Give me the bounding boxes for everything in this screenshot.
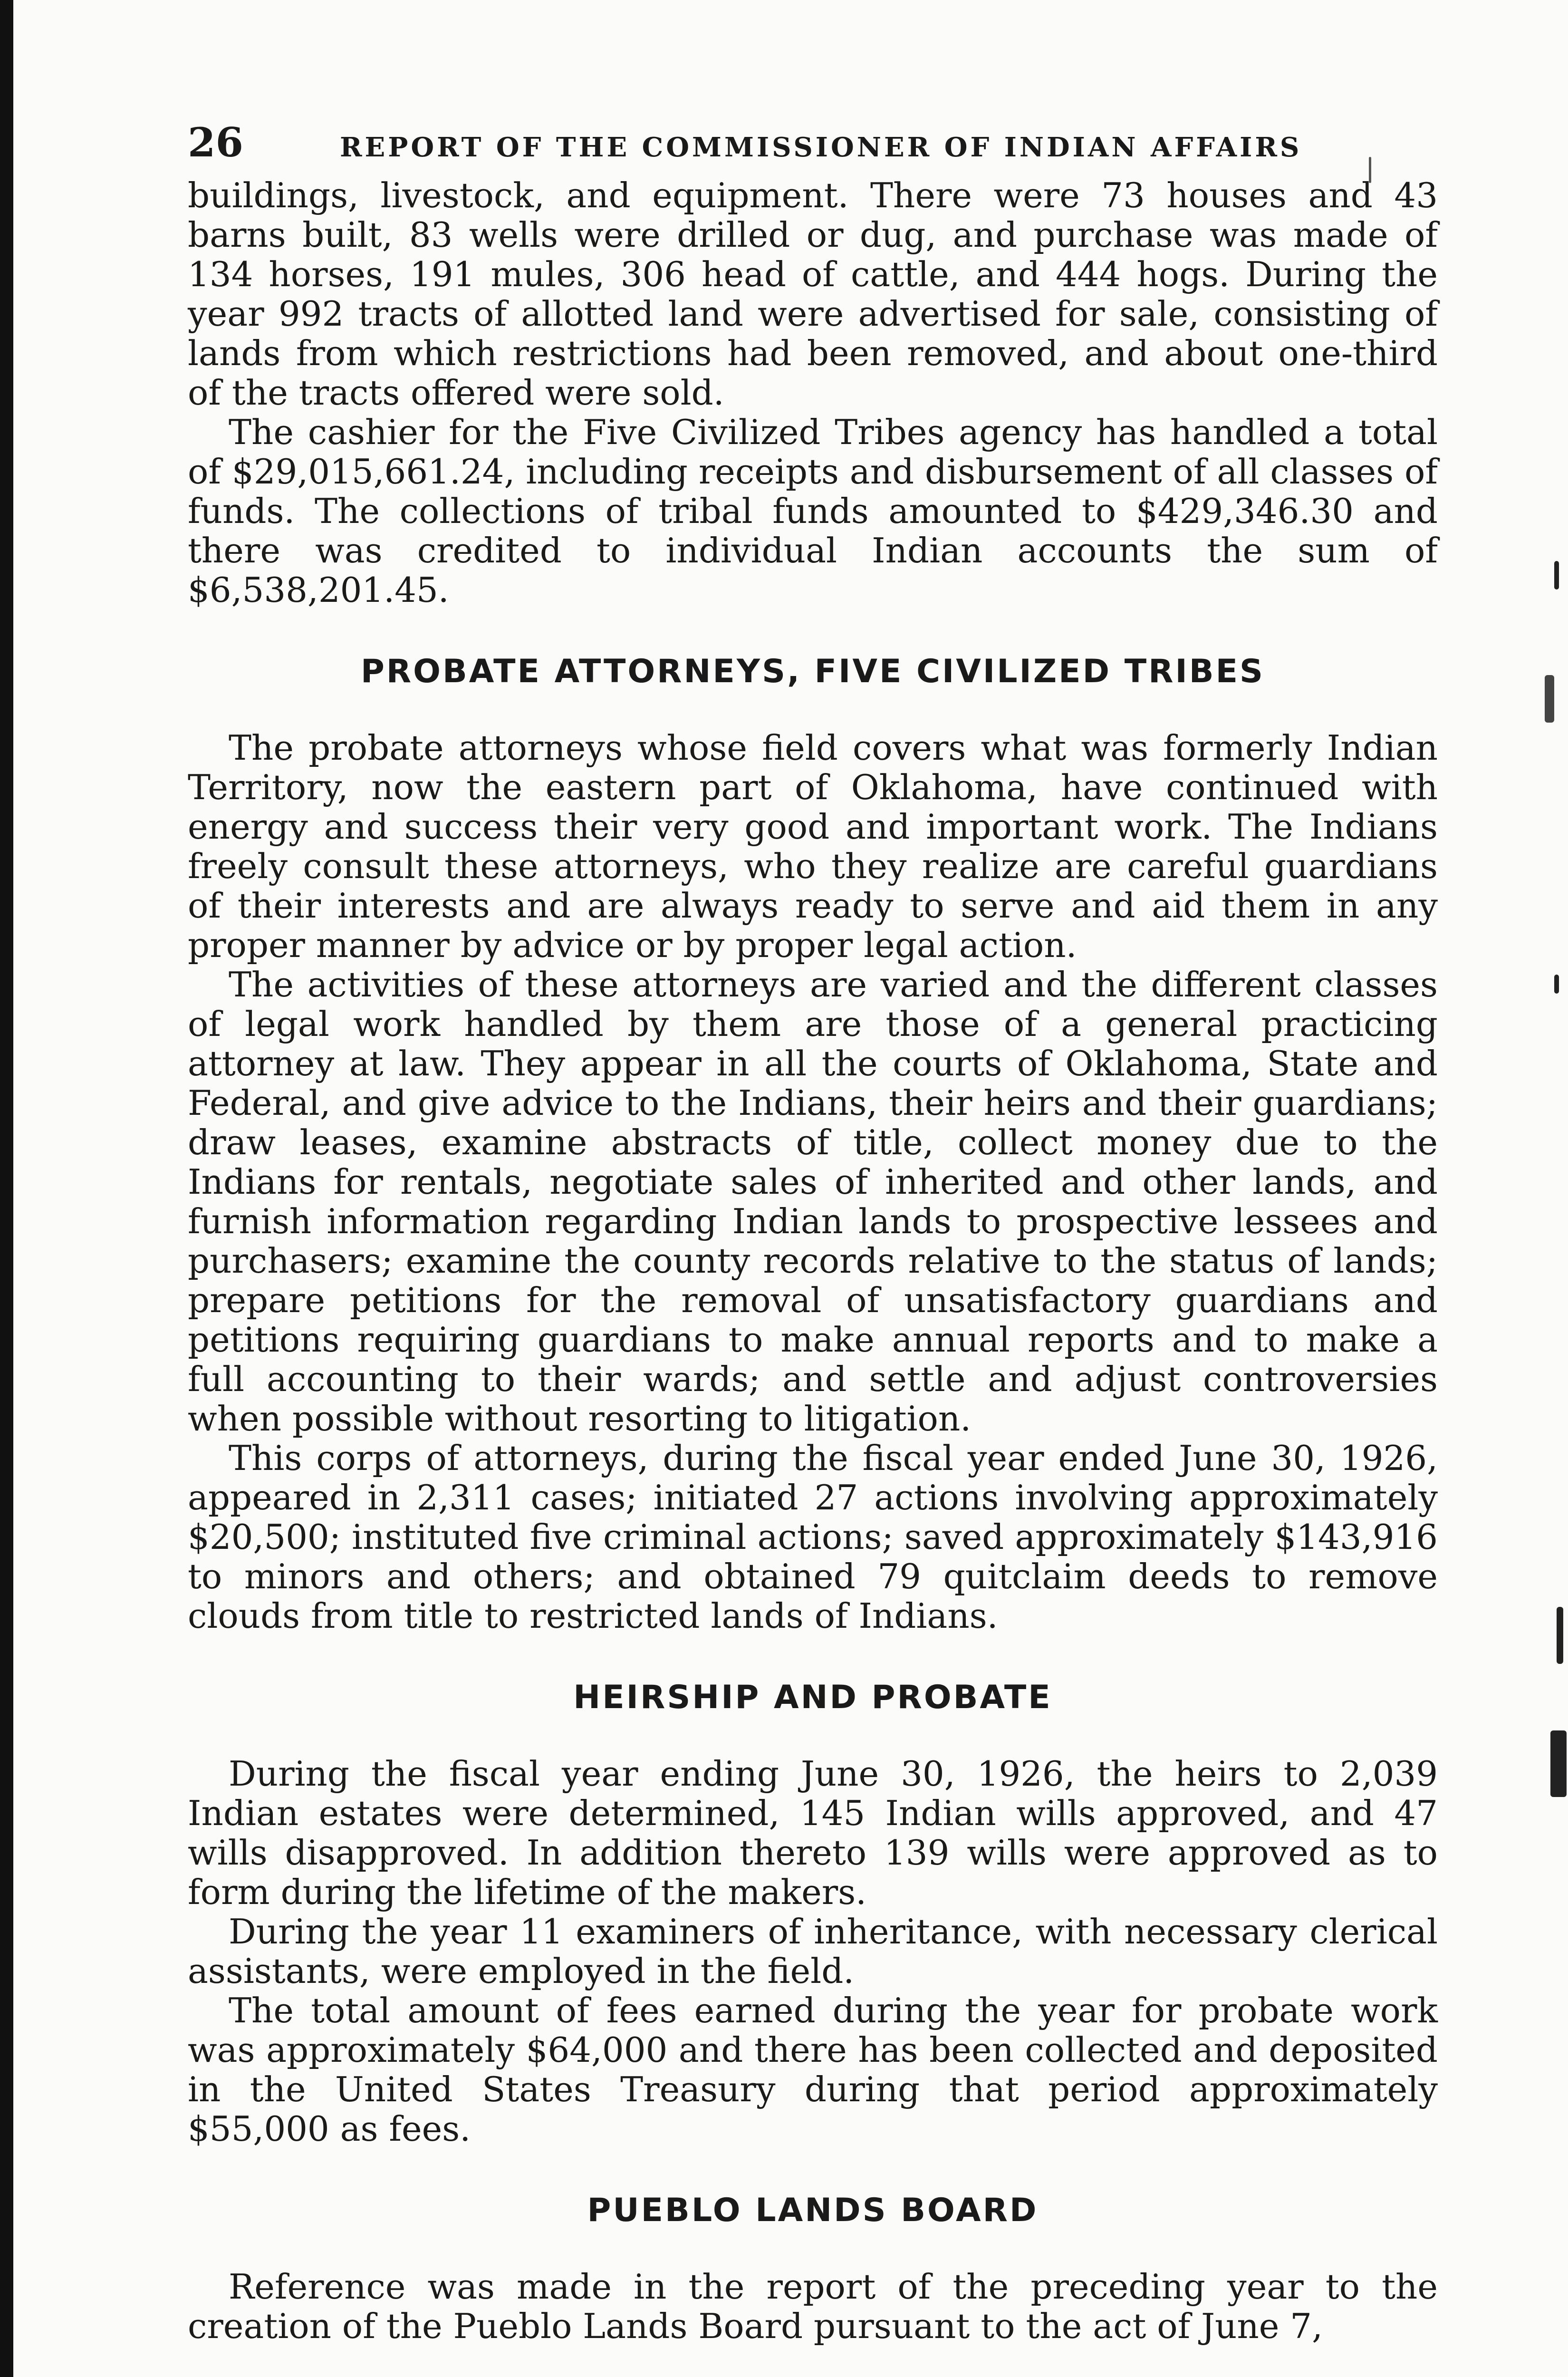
paragraph: buildings, livestock, and equipment. There were 73 houses and 43 barns built, 83 wells were drilled or dug, and purchase was made of 134 horses, 191 mules, 306 head of cattle, and 444 hogs. During the year 992 tracts of allotted land were advertised for sale, consisting of lands from which restrictions had been removed, and about one-third of the tracts offered were sold.	[188, 175, 1438, 413]
text-column	[188, 119, 1438, 2346]
report-title: REPORT OF THE COMMISSIONER OF INDIAN AFFAIRS	[340, 132, 1302, 163]
scan-speck	[1545, 675, 1554, 723]
paragraph: Reference was made in the report of the preceding year to the creation of the Pueblo Lands Board pursuant to the act of June 7,	[188, 2267, 1438, 2346]
paragraph: During the year 11 examiners of inheritance, with necessary clerical assistants, were employed in the field.	[188, 1912, 1438, 1991]
scan-speck	[1554, 561, 1559, 589]
scan-speck	[1557, 1607, 1563, 1664]
paragraph: The total amount of fees earned during the year for probate work was approximately $64,000 and there has been collected and deposited in the United States Treasury during that period approximately $55,000 as fees.	[188, 1990, 1438, 2149]
scan-speck	[1550, 1730, 1567, 1797]
scan-speck	[1554, 975, 1559, 994]
section-heading: HEIRSHIP AND PROBATE	[573, 1679, 1052, 1716]
paragraph: The cashier for the Five Civilized Tribes agency has handled a total of $29,015,661.24, including receipts and disbursement of all classes of funds. The collections of tribal funds amounted to $429,346.30 and there was credited to individual Indian accounts the sum of $6,538,201.45.	[188, 412, 1438, 610]
section-heading: PROBATE ATTORNEYS, FIVE CIVILIZED TRIBES	[360, 653, 1265, 690]
page-number: 26	[188, 119, 243, 166]
section-heading: PUEBLO LANDS BOARD	[587, 2192, 1039, 2229]
paragraph: This corps of attorneys, during the fiscal year ended June 30, 1926, appeared in 2,311 cases; initiated 27 actions involving approximately $20,500; instituted five criminal actions; saved approximately $143,916 to minors and others; and obtained 79 quitclaim deeds to remove clouds from title to restricted lands of Indians.	[188, 1438, 1438, 1636]
paragraph: The probate attorneys whose field covers what was formerly Indian Territory, now the eastern part of Oklahoma, have continued with energy and success their very good and important work. The Indians freely consult these attorneys, who they realize are careful guardians of their interests and are always ready to serve and aid them in any proper manner by advice or by proper legal action.	[188, 728, 1438, 965]
paragraph: The activities of these attorneys are varied and the different classes of legal work handled by them are those of a general practicing attorney at law. They appear in all the courts of Oklahoma, State and Federal, and give advice to the Indians, their heirs and their guardians; draw leases, examine abstracts of title, collect money due to the Indians for rentals, negotiate sales of inherited and other lands, and furnish information regarding Indian lands to prospective lessees and purchasers; examine the county records relative to the status of lands; prepare petitions for the removal of unsatisfactory guardians and petitions requiring guardians to make annual reports and to make a full accounting to their wards; and settle and adjust controversies when possible without resorting to litigation.	[188, 965, 1438, 1439]
running-head	[188, 119, 1438, 176]
paragraph: During the fiscal year ending June 30, 1926, the heirs to 2,039 Indian estates were determined, 145 Indian wills approved, and 47 wills disapproved. In addition thereto 139 wills were approved as to form during the lifetime of the makers.	[188, 1754, 1438, 1912]
scan-border-left	[0, 0, 13, 2377]
